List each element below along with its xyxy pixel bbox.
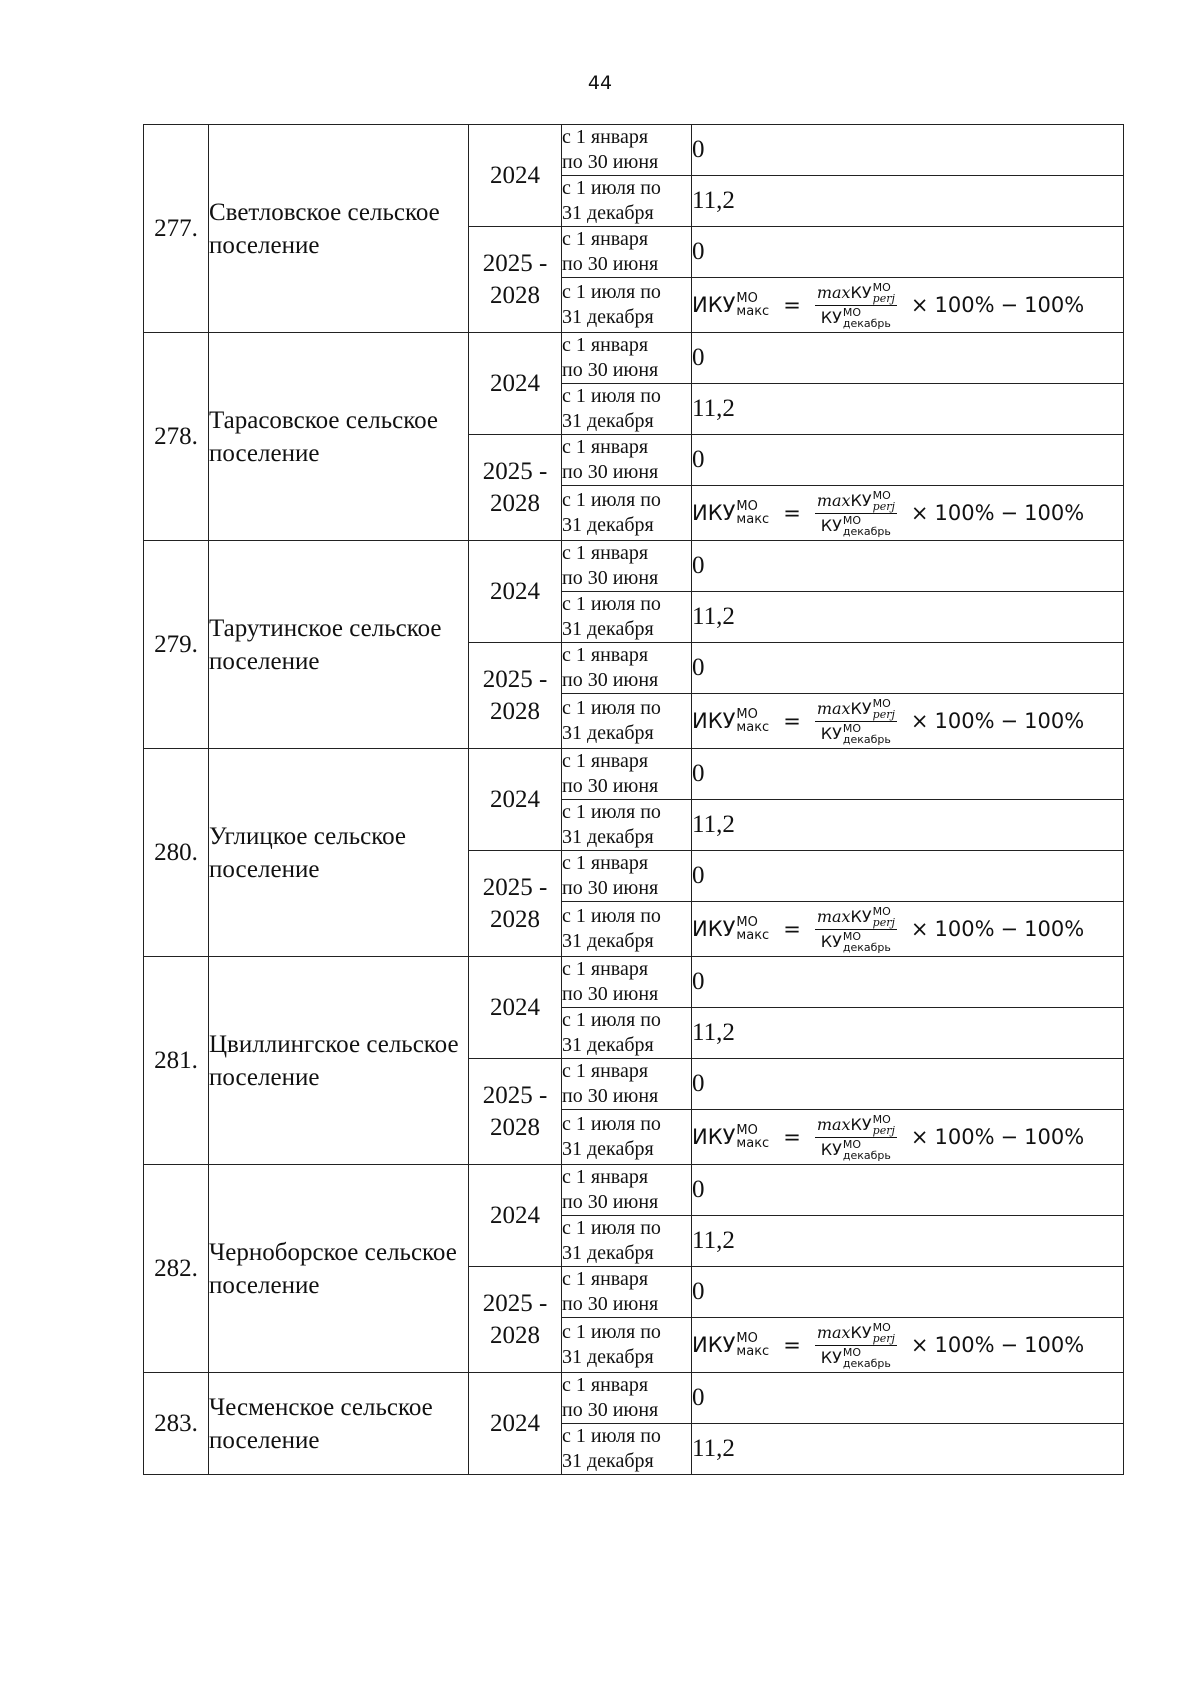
formula-sup: МО	[736, 707, 758, 722]
period-range: с 1 января по 30 июня	[562, 1059, 692, 1110]
formula-percent: 100%	[1024, 1125, 1085, 1149]
period-range: с 1 января по 30 июня	[562, 749, 692, 800]
tariff-index-value: 0	[692, 749, 1124, 800]
tariff-index-value: 0	[692, 227, 1124, 278]
period-range: с 1 июля по 31 декабря	[562, 1008, 692, 1059]
formula-denominator	[819, 722, 893, 745]
formula-sup: МО	[872, 280, 891, 294]
formula-sup: МО	[842, 929, 862, 943]
settlement-name: Светловское сельское поселение	[209, 125, 469, 333]
settlement-name: Цвиллингское сельское поселение	[209, 957, 469, 1165]
formula-den-main: КУ	[820, 308, 842, 327]
year-range: 2024	[469, 541, 562, 643]
formula-sub: perj	[872, 291, 895, 305]
formula-max: max	[816, 1115, 851, 1134]
max-tariff-index-formula	[692, 278, 1084, 332]
formula-sub: макс	[736, 304, 770, 319]
formula-lhs: ИКУ	[692, 917, 736, 941]
formula-minus: −	[1000, 709, 1019, 733]
formula-sup: МО	[736, 499, 758, 514]
table-row	[144, 125, 1124, 176]
formula-percent: 100%	[934, 1125, 995, 1149]
period-range: с 1 июля по 31 декабря	[562, 384, 692, 435]
formula-numerator	[815, 698, 897, 722]
period-range: с 1 января по 30 июня	[562, 125, 692, 176]
period-range: с 1 июля по 31 декабря	[562, 902, 692, 957]
formula-sup: МО	[736, 915, 758, 930]
tariff-index-value: 11,2	[692, 176, 1124, 227]
period-range: с 1 июля по 31 декабря	[562, 176, 692, 227]
formula-fraction	[815, 282, 897, 329]
tariff-index-value: 11,2	[692, 1008, 1124, 1059]
formula-sub: perj	[872, 1331, 895, 1345]
formula-sup: МО	[872, 1320, 891, 1334]
tariff-index-value: 11,2	[692, 592, 1124, 643]
formula-scripts	[843, 1347, 891, 1369]
formula-den-main: КУ	[820, 1140, 842, 1159]
formula-fraction	[815, 1322, 897, 1369]
formula-numerator	[815, 906, 897, 930]
formula-scripts	[873, 282, 895, 304]
formula-equals: =	[783, 709, 801, 733]
formula-scripts	[843, 723, 891, 745]
formula-minus: −	[1000, 917, 1019, 941]
formula-scripts	[736, 500, 769, 526]
settlement-number: 277.	[144, 125, 209, 333]
formula-equals: =	[783, 917, 801, 941]
tariff-index-value: 11,2	[692, 1424, 1124, 1475]
formula-max: max	[816, 491, 851, 510]
table-row	[144, 749, 1124, 800]
tariff-index-value	[692, 278, 1124, 333]
formula-scripts	[873, 1114, 895, 1136]
formula-sub: perj	[872, 707, 895, 721]
formula-numerator	[815, 1322, 897, 1346]
period-range: с 1 июля по 31 декабря	[562, 592, 692, 643]
formula-fraction	[815, 698, 897, 745]
formula-sub: декабрь	[842, 1148, 891, 1162]
period-range: с 1 января по 30 июня	[562, 1267, 692, 1318]
formula-percent: 100%	[1024, 293, 1085, 317]
formula-times: ×	[910, 917, 929, 941]
formula-sub: макс	[736, 928, 770, 943]
period-range: с 1 июля по 31 декабря	[562, 694, 692, 749]
formula-sub: декабрь	[842, 1356, 891, 1370]
tariff-index-value: 11,2	[692, 384, 1124, 435]
formula-num-main: КУ	[850, 1115, 872, 1134]
year-range: 2025 - 2028	[469, 1267, 562, 1373]
formula-scripts	[873, 698, 895, 720]
year-range: 2024	[469, 749, 562, 851]
period-range: с 1 января по 30 июня	[562, 851, 692, 902]
formula-numerator	[815, 282, 897, 306]
tariff-index-value	[692, 902, 1124, 957]
formula-equals: =	[783, 293, 801, 317]
year-range: 2025 - 2028	[469, 643, 562, 749]
formula-denominator	[819, 514, 893, 537]
tariff-index-value	[692, 694, 1124, 749]
formula-numerator	[815, 490, 897, 514]
formula-num-main: КУ	[850, 283, 872, 302]
tariff-index-value	[692, 486, 1124, 541]
formula-times: ×	[910, 709, 929, 733]
year-range: 2025 - 2028	[469, 1059, 562, 1165]
formula-times: ×	[910, 1333, 929, 1357]
period-range: с 1 июля по 31 декабря	[562, 1318, 692, 1373]
year-range: 2025 - 2028	[469, 435, 562, 541]
formula-den-main: КУ	[820, 516, 842, 535]
formula-scripts	[736, 1124, 769, 1150]
formula-sub: макс	[736, 1344, 770, 1359]
period-range: с 1 июля по 31 декабря	[562, 1424, 692, 1475]
year-range: 2025 - 2028	[469, 851, 562, 957]
page-number: 44	[587, 72, 613, 94]
formula-sup: МО	[736, 1123, 758, 1138]
formula-lhs: ИКУ	[692, 1333, 736, 1357]
settlement-number: 281.	[144, 957, 209, 1165]
period-range: с 1 июля по 31 декабря	[562, 800, 692, 851]
formula-scripts	[873, 490, 895, 512]
formula-fraction	[815, 1114, 897, 1161]
formula-equals: =	[783, 1125, 801, 1149]
tariff-index-value: 11,2	[692, 1216, 1124, 1267]
period-range: с 1 января по 30 июня	[562, 957, 692, 1008]
tariff-index-value: 0	[692, 643, 1124, 694]
formula-minus: −	[1000, 293, 1019, 317]
settlement-name: Чесменское сельское поселение	[209, 1373, 469, 1475]
formula-minus: −	[1000, 1125, 1019, 1149]
formula-denominator	[819, 930, 893, 953]
formula-num-main: КУ	[850, 699, 872, 718]
formula-percent: 100%	[1024, 917, 1085, 941]
settlement-number: 279.	[144, 541, 209, 749]
formula-denominator	[819, 306, 893, 329]
formula-equals: =	[783, 501, 801, 525]
period-range: с 1 июля по 31 декабря	[562, 1216, 692, 1267]
period-range: с 1 июля по 31 декабря	[562, 486, 692, 541]
period-range: с 1 июля по 31 декабря	[562, 1110, 692, 1165]
formula-sup: МО	[842, 1137, 862, 1151]
settlement-number: 278.	[144, 333, 209, 541]
period-range: с 1 января по 30 июня	[562, 435, 692, 486]
formula-fraction	[815, 906, 897, 953]
formula-denominator	[819, 1138, 893, 1161]
formula-lhs: ИКУ	[692, 293, 736, 317]
formula-sub: декабрь	[842, 524, 891, 538]
formula-sup: МО	[872, 1112, 891, 1126]
formula-scripts	[843, 515, 891, 537]
formula-sub: макс	[736, 720, 770, 735]
formula-lhs: ИКУ	[692, 1125, 736, 1149]
formula-percent: 100%	[1024, 709, 1085, 733]
formula-sup: МО	[872, 696, 891, 710]
formula-lhs: ИКУ	[692, 709, 736, 733]
formula-den-main: КУ	[820, 1348, 842, 1367]
settlement-name: Углицкое сельское поселение	[209, 749, 469, 957]
formula-max: max	[816, 283, 851, 302]
formula-percent: 100%	[934, 917, 995, 941]
formula-scripts	[736, 292, 769, 318]
settlement-name: Черноборское сельское поселение	[209, 1165, 469, 1373]
formula-times: ×	[910, 1125, 929, 1149]
formula-num-main: КУ	[850, 491, 872, 510]
period-range: с 1 января по 30 июня	[562, 541, 692, 592]
formula-sub: макс	[736, 512, 770, 527]
year-range: 2025 - 2028	[469, 227, 562, 333]
tariff-index-value: 0	[692, 1059, 1124, 1110]
formula-sub: макс	[736, 1136, 770, 1151]
tariff-index-value: 0	[692, 957, 1124, 1008]
formula-percent: 100%	[934, 293, 995, 317]
formula-sub: декабрь	[842, 316, 891, 330]
settlement-number: 282.	[144, 1165, 209, 1373]
settlement-name: Тарутинское сельское поселение	[209, 541, 469, 749]
formula-sup: МО	[736, 1331, 758, 1346]
table-row	[144, 1373, 1124, 1424]
formula-minus: −	[1000, 501, 1019, 525]
year-range: 2024	[469, 125, 562, 227]
formula-denominator	[819, 1346, 893, 1369]
settlement-name: Тарасовское сельское поселение	[209, 333, 469, 541]
formula-sup: МО	[842, 513, 862, 527]
formula-equals: =	[783, 1333, 801, 1357]
formula-scripts	[873, 906, 895, 928]
tariff-index-value	[692, 1318, 1124, 1373]
formula-sub: декабрь	[842, 732, 891, 746]
year-range: 2024	[469, 333, 562, 435]
period-range: с 1 января по 30 июня	[562, 1373, 692, 1424]
formula-sub: perj	[872, 499, 895, 513]
tariff-index-value: 0	[692, 435, 1124, 486]
formula-sub: декабрь	[842, 940, 891, 954]
year-range: 2024	[469, 957, 562, 1059]
formula-max: max	[816, 907, 851, 926]
formula-scripts	[736, 916, 769, 942]
period-range: с 1 января по 30 июня	[562, 333, 692, 384]
formula-scripts	[843, 307, 891, 329]
tariff-index-value: 0	[692, 333, 1124, 384]
formula-times: ×	[910, 501, 929, 525]
formula-times: ×	[910, 293, 929, 317]
formula-sup: МО	[872, 488, 891, 502]
max-tariff-index-formula	[692, 694, 1084, 748]
formula-percent: 100%	[934, 1333, 995, 1357]
formula-max: max	[816, 699, 851, 718]
formula-sup: МО	[842, 1345, 862, 1359]
tariff-index-value: 0	[692, 1373, 1124, 1424]
formula-sub: perj	[872, 915, 895, 929]
formula-sup: МО	[842, 305, 862, 319]
formula-sub: perj	[872, 1123, 895, 1137]
tariff-index-value: 0	[692, 541, 1124, 592]
year-range: 2024	[469, 1165, 562, 1267]
tariff-index-value: 0	[692, 125, 1124, 176]
formula-num-main: КУ	[850, 907, 872, 926]
tariff-table-body	[144, 125, 1124, 1475]
tariff-index-value: 0	[692, 851, 1124, 902]
max-tariff-index-formula	[692, 1110, 1084, 1164]
max-tariff-index-formula	[692, 486, 1084, 540]
formula-percent: 100%	[1024, 1333, 1085, 1357]
tariff-index-value: 11,2	[692, 800, 1124, 851]
table-row	[144, 541, 1124, 592]
formula-max: max	[816, 1323, 851, 1342]
settlement-number: 283.	[144, 1373, 209, 1475]
formula-percent: 100%	[1024, 501, 1085, 525]
formula-sup: МО	[872, 904, 891, 918]
tariff-index-value: 0	[692, 1165, 1124, 1216]
max-tariff-index-formula	[692, 902, 1084, 956]
formula-scripts	[873, 1322, 895, 1344]
formula-sup: МО	[842, 721, 862, 735]
formula-numerator	[815, 1114, 897, 1138]
formula-lhs: ИКУ	[692, 501, 736, 525]
max-tariff-index-formula	[692, 1318, 1084, 1372]
tariff-table	[143, 124, 1124, 1475]
formula-den-main: КУ	[820, 724, 842, 743]
year-range: 2024	[469, 1373, 562, 1475]
period-range: с 1 января по 30 июня	[562, 1165, 692, 1216]
formula-percent: 100%	[934, 501, 995, 525]
formula-fraction	[815, 490, 897, 537]
formula-sup: МО	[736, 291, 758, 306]
table-row	[144, 333, 1124, 384]
period-range: с 1 июля по 31 декабря	[562, 278, 692, 333]
period-range: с 1 января по 30 июня	[562, 227, 692, 278]
settlement-number: 280.	[144, 749, 209, 957]
tariff-index-value: 0	[692, 1267, 1124, 1318]
period-range: с 1 января по 30 июня	[562, 643, 692, 694]
formula-scripts	[843, 931, 891, 953]
formula-percent: 100%	[934, 709, 995, 733]
formula-minus: −	[1000, 1333, 1019, 1357]
formula-den-main: КУ	[820, 932, 842, 951]
table-row	[144, 1165, 1124, 1216]
formula-scripts	[736, 1332, 769, 1358]
formula-scripts	[843, 1139, 891, 1161]
formula-scripts	[736, 708, 769, 734]
table-row	[144, 957, 1124, 1008]
tariff-index-value	[692, 1110, 1124, 1165]
formula-num-main: КУ	[850, 1323, 872, 1342]
